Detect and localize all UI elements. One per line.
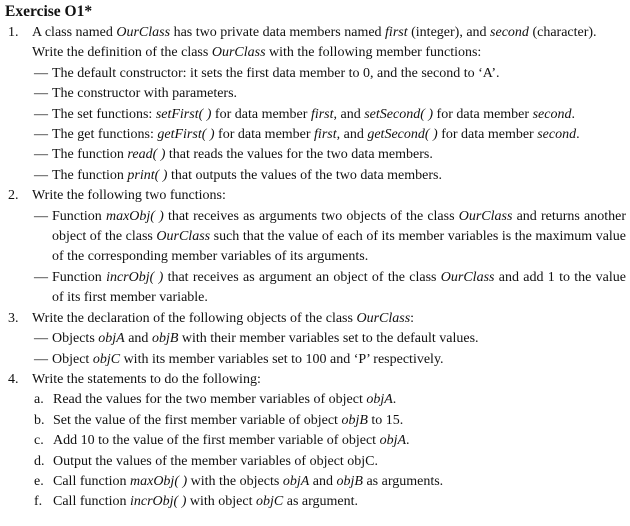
list-item: — The get functions: getFirst( ) for data member first, and getSecond( ) for data member second. bbox=[34, 127, 580, 143]
list-item: a. Read the values for the two member variables of object objA. bbox=[34, 392, 397, 408]
exercise-title: Exercise O1* bbox=[5, 3, 93, 20]
list-item: — Object objC with its member variables set to 100 and ‘P’ respectively. bbox=[34, 351, 444, 367]
list-item: — Function maxObj( ) that receives as arguments two objects of the class OurClass and returns another object of the class OurClass such that the value of each of its member variables is the maximum value of the corresponding member variables of its arguments. bbox=[34, 208, 627, 265]
statement-list bbox=[32, 390, 626, 512]
question-1 bbox=[5, 23, 626, 186]
list-item: — Objects objA and objB with their member variables set to the default values. bbox=[34, 331, 479, 347]
list-item: b. Set the value of the first member variable of object objB to 15. bbox=[34, 412, 404, 428]
question-2 bbox=[5, 186, 626, 308]
list-item: c. Add 10 to the value of the first member variable of object objA. bbox=[34, 433, 410, 449]
question-list bbox=[5, 23, 626, 513]
question-number: 4. bbox=[8, 371, 19, 387]
question-4-intro: Write the statements to do the following: bbox=[32, 371, 261, 387]
list-item: — Function incrObj( ) that receives as argument an object of the class OurClass and add 1 to the value of its first member variable. bbox=[34, 269, 626, 306]
list-item: f. Call function incrObj( ) with object objC as argument. bbox=[34, 494, 359, 510]
list-item: d. Output the values of the member variables of object objC. bbox=[34, 453, 379, 469]
question-3 bbox=[5, 309, 626, 370]
list-item: — The function print( ) that outputs the values of the two data members. bbox=[34, 167, 442, 183]
list-item: — The set functions: setFirst( ) for data member first, and setSecond( ) for data member second. bbox=[34, 106, 575, 122]
question-4 bbox=[5, 370, 626, 513]
question-2-intro: Write the following two functions: bbox=[32, 188, 226, 204]
list-item: e. Call function maxObj( ) with the objects objA and objB as arguments. bbox=[34, 473, 444, 489]
list-item: — The default constructor: it sets the first data member to 0, and the second to ‘A’. bbox=[34, 65, 500, 81]
question-number: 2. bbox=[8, 188, 19, 204]
question-3-intro: Write the declaration of the following objects of the class OurClass: bbox=[32, 310, 415, 326]
function-list bbox=[32, 207, 626, 309]
object-list bbox=[32, 329, 626, 370]
question-1-intro: A class named OurClass has two private data members named first (integer), and second (character). bbox=[32, 25, 597, 40]
list-item: — The function read( ) that reads the values for the two data members. bbox=[34, 147, 433, 163]
question-number: 3. bbox=[8, 310, 19, 326]
question-number: 1. bbox=[8, 25, 19, 40]
member-function-list bbox=[32, 64, 626, 186]
question-1-intro-2: Write the definition of the class OurClass with the following member functions: bbox=[32, 45, 482, 61]
list-item: — The constructor with parameters. bbox=[34, 86, 238, 102]
